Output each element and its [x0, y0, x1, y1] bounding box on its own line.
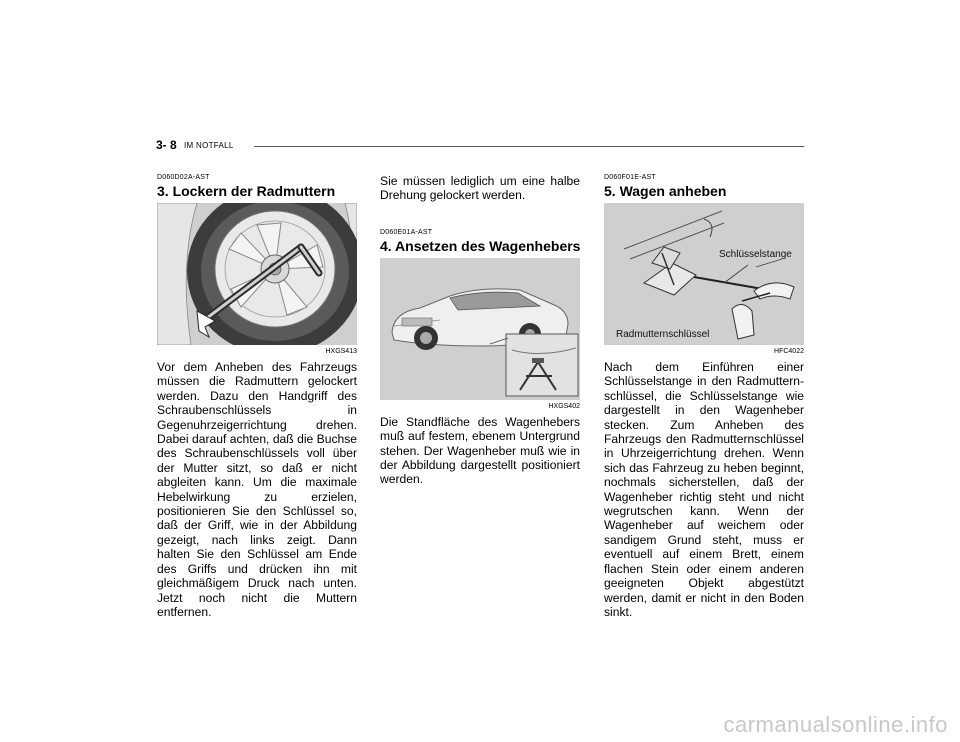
body-text: Vor dem Anheben des Fahrzeugs müssen die Radmuttern gelockert werden. Dazu den Handgriff des Schraubenschlüssels in Gegenuhrzeigerrichtung drehen. Dabei darauf achten, daß die Buchse des Schraubenschlüssels voll über der Mutter sitzt, so daß er nicht abgleiten kann. Um die maximale Hebelwirkung zu erzielen, positionieren Sie den Schlüssel so, daß der Griff, wie in der Abbildung gezeigt, nach links zeigt. Dann halten Sie den Schlüssel am Ende des Griffs und drücken ihn mit gleichmäßigem Druck nach unten. Jetzt noch nicht die Muttern entfernen.	[157, 360, 357, 619]
figure-code: HXGS402	[548, 402, 580, 410]
jack-raising-illustration	[604, 203, 804, 345]
figure-code: HFC4022	[774, 348, 804, 355]
section-code: D060F01E-AST	[604, 174, 656, 181]
wheel-wrench-drawing	[157, 203, 357, 345]
page-header	[156, 138, 804, 154]
section-name: IM NOTFALL	[184, 141, 234, 150]
body-text-continued: Sie müssen lediglich um eine halbe Drehung gelockert werden.	[380, 174, 580, 203]
watermark: carmanualsonline.info	[723, 712, 948, 737]
section-code: D060E01A-AST	[380, 228, 433, 236]
wheel-wrench-illustration	[157, 203, 357, 345]
page-number: 3- 8	[156, 138, 177, 152]
body-text: Die Standfläche des Wagenhebers muß auf festem, ebenem Untergrund stehen. Der Wagenheber muß wie in der Abbildung dargestellt positioniert werden.	[380, 414, 580, 487]
body-text: Nach dem Einführen einer Schlüsselstange in den Radmuttern-schlüssel, die Schlüsselstange wie dargestellt in den Wagenheber stecken. Zum Anheben des Fahrzeugs den Radmutternschlüssel in Uhrzeigerrichtung drehen. Wenn sich das Fahrzeug zu heben beginnt, nochmals sicherstellen, daß der Wagenheber richtig steht und nicht wegrutschen kann. Wenn der Wagenheber auf weichem oder sandigem Grund steht, muss er eventuell auf einem Brett, einem flachen Stein oder einem anderen geeigneten Objekt abgestützt werden, damit er nicht in den Boden sinkt.	[604, 360, 804, 619]
label-schluesselstange: Schlüsselstange	[719, 249, 792, 260]
header-rule	[254, 146, 804, 147]
section-heading: 4. Ansetzen des Wagenhebers	[380, 237, 581, 254]
car-jack-drawing	[380, 258, 580, 400]
jack-raising-drawing	[604, 203, 804, 345]
column-1	[157, 174, 357, 619]
column-3	[604, 174, 804, 619]
section-heading: 5. Wagen anheben	[604, 183, 727, 199]
section-heading: 3. Lockern der Radmuttern	[157, 183, 336, 199]
figure-code: HXGS413	[325, 348, 357, 355]
label-radmutternschluessel: Radmutternschlüssel	[616, 329, 710, 340]
section-code: D060D02A-AST	[157, 174, 210, 181]
car-jack-illustration	[380, 258, 580, 400]
column-2	[380, 174, 580, 487]
